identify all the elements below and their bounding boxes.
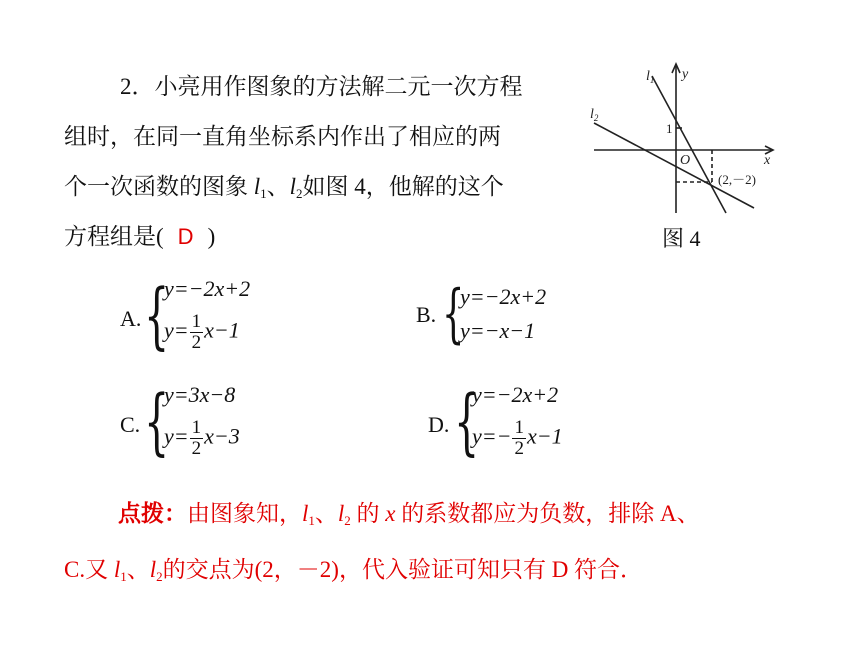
line-l2: [594, 123, 754, 208]
option-a-label: A.: [120, 306, 142, 331]
label-l1: $l_1$: [646, 69, 655, 85]
option-c: [120, 379, 380, 472]
question-line-4: 方程组是( D ): [64, 224, 216, 249]
option-a-eq1: y=−2x+2: [164, 276, 251, 301]
question-line-1: 2．小亮用作图象的方法解二元一次方程: [120, 74, 523, 99]
hint-text: [64, 486, 824, 598]
label-l2: $l_2$: [590, 107, 599, 123]
question-number: 2．: [120, 74, 155, 99]
option-c-label: C.: [120, 412, 141, 437]
option-d-eq2: y=− $\frac{1}{2}$ x−1: [472, 417, 563, 459]
option-c-brace: {: [144, 379, 170, 463]
option-a-brace: {: [144, 273, 170, 357]
option-b-eq2: y=−x−1: [460, 318, 536, 343]
fraction: $\frac{1}{2}$: [191, 311, 202, 353]
option-b-eq1: y=−2x+2: [460, 284, 547, 309]
label-point: (2,－2): [718, 172, 756, 187]
label-x: x: [764, 153, 771, 168]
option-c-eq2: y= $\frac{1}{2}$ x−3: [164, 417, 240, 459]
answer-text: D: [177, 224, 194, 249]
option-d: [428, 379, 688, 472]
option-b: [416, 277, 676, 362]
option-d-label: D.: [428, 412, 450, 437]
question-line-3: 个一次函数的图象 $l_1$、$l_2$如图 4，他解的这个: [64, 174, 504, 201]
option-d-brace: {: [454, 379, 480, 463]
fraction: $\frac{1}{2}$: [514, 417, 524, 459]
label-y: y: [682, 67, 689, 82]
fraction: $\frac{1}{2}$: [191, 417, 202, 459]
option-a-eq2: y= $\frac{1}{2}$ x−1: [164, 311, 240, 353]
option-b-label: B.: [416, 302, 437, 327]
line-l1: [652, 76, 726, 213]
figure-caption: 图 4: [662, 226, 701, 251]
option-b-brace: {: [442, 277, 465, 351]
hint-line-2: C.又 $l_1$、$l_2$的交点为(2，－2)，代入验证可知只有 D 符合．: [64, 557, 644, 584]
option-a: [120, 273, 380, 366]
hint-tag: 点拨：: [118, 501, 187, 527]
option-d-eq1: y=−2x+2: [472, 382, 559, 407]
label-origin: O: [680, 153, 691, 168]
label-tick-1: 1: [666, 121, 673, 136]
question-line-2: 组时，在同一直角坐标系内作出了相应的两: [64, 124, 501, 149]
graph-figure: [586, 58, 786, 228]
hint-line-1: 点拨：由图象知，$l_1$、$l_2$ 的 x 的系数都应为负数，排除 A、: [118, 501, 700, 528]
option-c-eq1: y=3x−8: [164, 382, 236, 407]
question-text: [64, 62, 584, 262]
